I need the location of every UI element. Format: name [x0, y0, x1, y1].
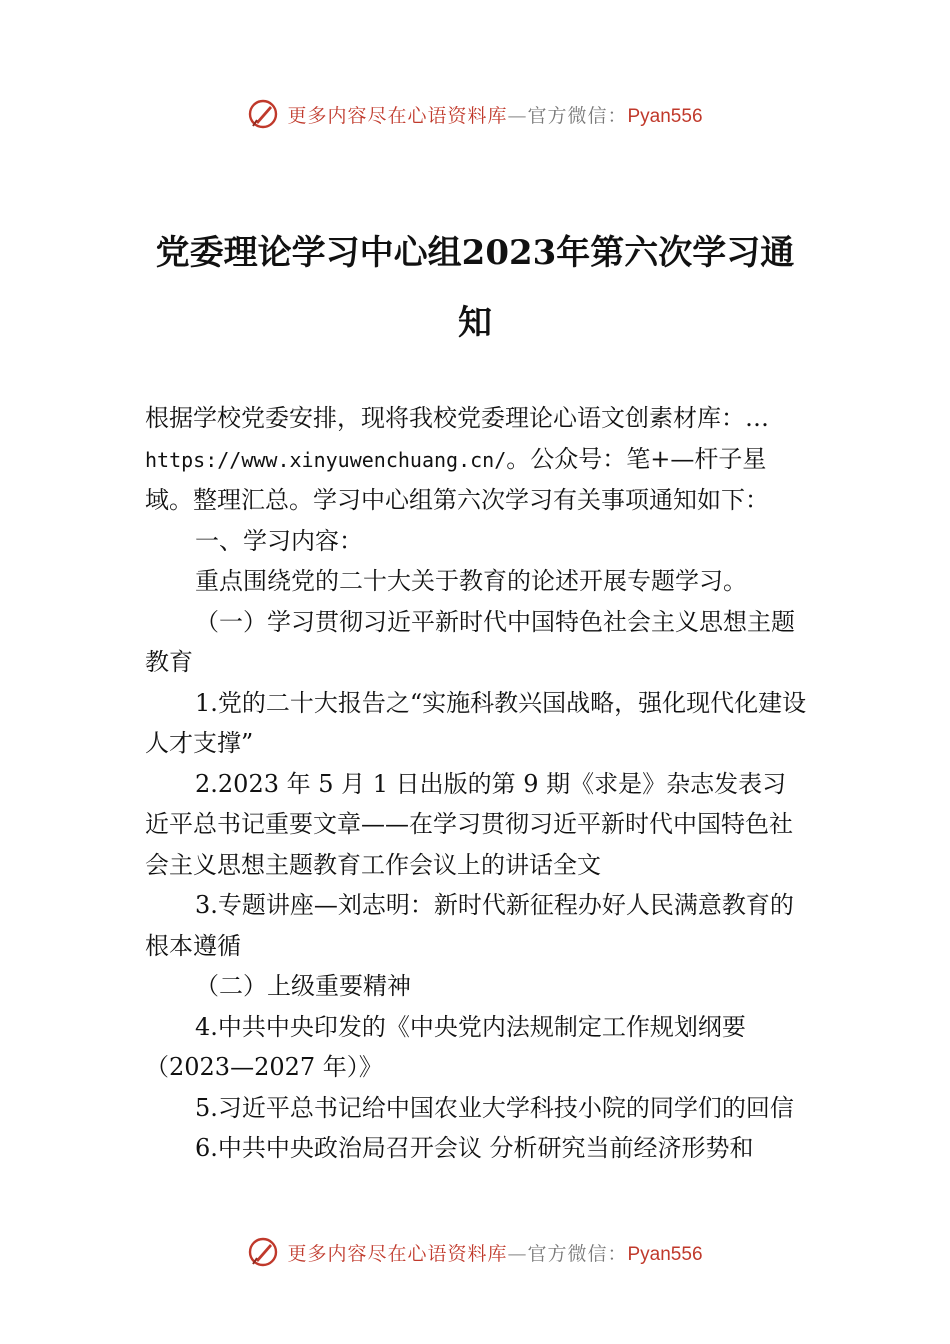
list-item-5: 5.习近平总书记给中国农业大学科技小院的同学们的回信	[195, 1093, 794, 1122]
banner-dash: —	[507, 1242, 528, 1265]
footer-banner	[0, 1232, 950, 1272]
list-item-2: 2.2023 年 5 月 1 日出版的第 9 期《求是》杂志发表习近平总书记重要文章——在学习贯彻习近平新时代中国特色社会主义思想主题教育工作会议上的讲话全文	[145, 769, 793, 879]
banner-wechat-label: 官方微信：	[527, 104, 628, 127]
paragraph-focus: 重点围绕党的二十大关于教育的论述开展专题学习。	[195, 567, 747, 595]
header-banner	[0, 94, 950, 134]
banner-wechat-label: 官方微信：	[527, 1242, 628, 1265]
intro-paragraph	[145, 398, 810, 521]
section-heading-content: 一、学习内容：	[195, 526, 363, 555]
banner-text	[287, 101, 702, 128]
banner-library-text: 更多内容尽在心语资料库	[287, 104, 508, 127]
banner-wechat-id: Pyan556	[627, 1243, 703, 1265]
subsection-heading-2: （二）上级重要精神	[195, 972, 411, 1000]
quill-pen-logo-icon	[247, 1236, 279, 1268]
banner-wechat-id: Pyan556	[627, 105, 703, 127]
list-item-1: 1.党的二十大报告之“实施科教兴国战略，强化现代化建设人才支撑”	[145, 688, 807, 757]
document-body	[145, 398, 810, 1169]
banner-library-text: 更多内容尽在心语资料库	[287, 1242, 508, 1265]
intro-text-2: 。公众号：笔+—杆子星域。整理汇总。学习中心组第六次学习有关事项通知如下：	[145, 444, 769, 514]
banner-text	[287, 1239, 702, 1266]
list-item-6: 6.中共中央政治局召开会议 分析研究当前经济形势和	[195, 1134, 754, 1162]
list-item-4: 4.中共中央印发的《中央党内法规制定工作规划纲要（2023—2027 年）》	[145, 1012, 746, 1081]
quill-pen-logo-icon	[247, 98, 279, 130]
banner-dash: —	[507, 104, 528, 127]
list-item-3: 3.专题讲座—刘志明：新时代新征程办好人民满意教育的根本遵循	[145, 891, 794, 960]
intro-text-1: 根据学校党委安排，现将我校党委理论心语文创素材库：…	[145, 404, 769, 432]
document-title: 党委理论学习中心组2023年第六次学习通知	[155, 233, 795, 343]
intro-url: https://www.xinyuwenchuang.cn/	[145, 447, 507, 472]
subsection-heading-1: （一）学习贯彻习近平新时代中国特色社会主义思想主题教育	[145, 607, 795, 676]
